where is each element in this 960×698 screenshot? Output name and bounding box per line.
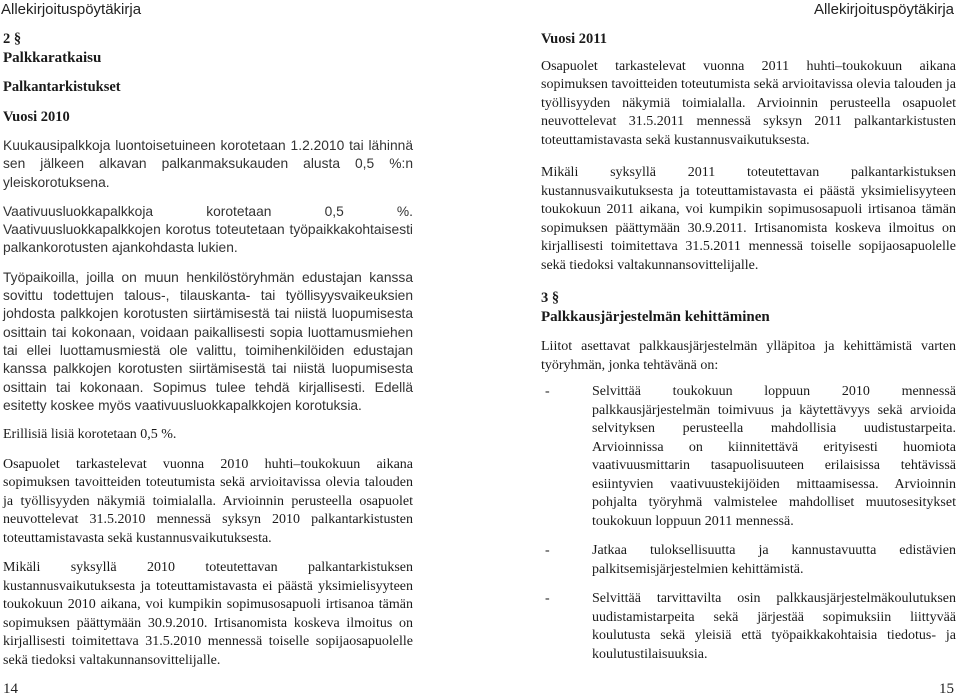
dash-bullet: -: [545, 591, 550, 606]
paragraph-tarkastelu-2010: Osapuolet tarkastelevat vuonna 2010 huhti–toukokuun aikana sopimuksen tavoitteiden toteutumista sekä arvioitavissa olevia talouden ja työllisyyden näkymiä toimialalla. Arvioinnin perusteella osapuolet neuvottelevat 31.5.2010 mennessä syksyn 2010 palkantarkistusten toteuttamistavasta sekä kustannusvaikutuksesta.: [3, 456, 413, 546]
paragraph-irtisanominen-2010: Mikäli syksyllä 2010 toteutettavan palkantarkistuksen kustannusvaikutuksesta ja toteuttamistavasta ei päästä yksimielisyyteen toukokuun 2010 aikana, voi kumpikin sopimusosapuoli irtisanoa tämän sopimuksen päättymään 30.9.2010. Irtisanomista koskeva ilmoitus on kirjallisesti toimitettava 31.5.2010 mennessä toiselle sopijaosapuolelle sekä tiedoksi valtakunnansovittelijalle.: [3, 560, 413, 668]
section-number-3: 3 §: [541, 290, 560, 306]
list-item: [541, 542, 956, 579]
page-number-right: 15: [939, 681, 954, 697]
paragraph-erilliset-lisat: Erillisiä lisiä korotetaan 0,5 %.: [3, 427, 177, 443]
year-heading-2011: Vuosi 2011: [541, 31, 607, 47]
paragraph-irtisanominen-2011: Mikäli syksyllä 2011 toteutettavan palkantarkistuksen kustannusvaikutuksesta ja toteuttamistavasta ei päästä yksimielisyyteen toukokuun 2011 aikana, voi kumpikin sopimusosapuoli irtisanoa tämän sopimuksen päättymään 30.9.2011. Irtisanomista koskeva ilmoitus on kirjallisesti toimitettava 31.5.2011 mennessä toiselle sopijaosapuolelle sekä tiedoksi valtakunnansovittelijalle.: [541, 165, 956, 273]
list-item-text: Selvittää toukokuun loppuun 2010 mennessä palkkausjärjestelmän toimivuus ja käytettävyys sekä arvioida selvityksen perusteella mahdollisia uudistustarpeita. Arvioinnissa on kiinnitettävä erityisesti huomiota vaativuusmittarin tasapuolisuuteen erilaisissa tehtävissä esiintyvien vaativuustekijöiden mittaamisessa. Arvioinnin pohjalta työryhmä valmistelee mahdolliset muutosesitykset toukokuun loppuun 2011 mennessä.: [592, 384, 956, 529]
dash-bullet: -: [545, 384, 550, 399]
paragraph-tarkastelu-2011: Osapuolet tarkastelevat vuonna 2011 huhti–toukokuun aikana sopimuksen tavoitteiden toteutumista sekä arvioitavissa olevia talouden ja työllisyyden näkymiä toimialalla. Arvioinnin perusteella osapuolet neuvottelevat 31.5.2011 mennessä syksyn 2011 palkantarkistusten toteuttamistavasta sekä kustannusvaikutuksesta.: [541, 58, 956, 148]
paragraph-yleiskorotus: Kuukausipalkkoja luontoisetuineen korotetaan 1.2.2010 tai lähinnä sen jälkeen alkavan palkanmaksukauden alusta 0,5 %:n yleiskorotuksena.: [3, 138, 413, 190]
paragraph-tyopaikoilla: Työpaikoilla, joilla on muun henkilöstöryhmän edustajan kanssa sovittu todettujen talous-, tilauskanta- tai työllisyysvaikeuksien johdosta palkkojen korotusten siirtämisestä tai niistä luopumisesta osittain tai kokonaan, voidaan paikallisesti sopia luottamusmiehen tai ellei luottamusmiestä ole valittu, toimihenkilöiden edustajan kanssa palkkojen korotusten siirtämisestä tai niistä luopumisesta osittain tai kokonaan. Sopimus tulee tehdä kirjallisesti. Edellä esitetty koskee myös vaativuusluokkapalkkojen korotuksia.: [3, 269, 413, 413]
running-header-left: Allekirjoituspöytäkirja: [1, 1, 142, 18]
list-item-text: Jatkaa tuloksellisuutta ja kannustavuutta edistävien palkitsemisjärjestelmien kehittämistä.: [592, 543, 956, 577]
left-page-column: [3, 30, 413, 681]
section-title-kehittaminen: Palkkausjärjestelmän kehittäminen: [541, 308, 770, 325]
section-number-2: 2 §: [3, 31, 22, 47]
list-item: [541, 383, 956, 531]
year-heading-2010: Vuosi 2010: [3, 108, 70, 125]
list-item: [541, 590, 956, 664]
task-list: [541, 383, 956, 664]
page-number-left: 14: [3, 681, 18, 697]
paragraph-vaativuusluokka: Vaativuusluokkapalkkoja korotetaan 0,5 %. Vaativuusluokkapalkkojen korotus toteutetaan työpaikkakohtaisesti palkankorotusten ajankohdasta lukien.: [3, 203, 413, 256]
subheading-palkantarkistukset: Palkantarkistukset: [3, 79, 121, 95]
running-header-right: Allekirjoituspöytäkirja: [813, 1, 954, 18]
list-item-text: Selvittää tarvittavilta osin palkkausjärjestelmäkoulutuksen uudistamistarpeita sekä järjestää sopimuksiin liittyvää koulutusta sekä yleisiä että työpaikkakohtaisia tiedotus- ja koulutustilaisuuksia.: [592, 591, 956, 662]
section-title-palkkaratkaisu: Palkkaratkaisu: [3, 49, 102, 66]
dash-bullet: -: [545, 543, 550, 558]
right-page-column: [541, 30, 956, 675]
paragraph-tyoryhma-intro: Liitot asettavat palkkausjärjestelmän ylläpitoa ja kehittämistä varten työryhmän, jonka tehtävänä on:: [541, 339, 956, 373]
